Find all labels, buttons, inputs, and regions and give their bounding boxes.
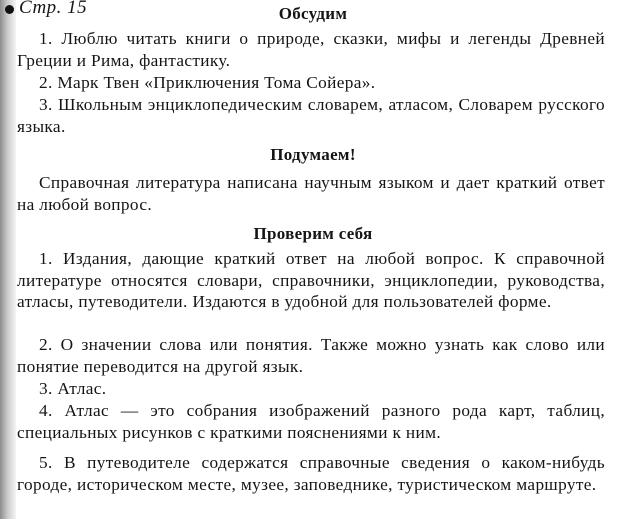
discuss-item-1: 1. Люблю читать книги о природе, сказки, мифы и легенды Древней Греции и Рима, фантастику. [17,29,605,70]
discuss-item-3: 3. Школьным энциклопедическим словарем, атласом, Словарем русского языка. [17,95,605,136]
page-reference: Стр. 15 [19,0,88,18]
check-item-1: 1. Издания, дающие краткий ответ на любой вопрос. К справочной литературе относятся словари, справочники, энциклопедии, руководства, атласы, путеводители. Издаются в удобной для пользователей форме. [17,249,605,312]
check-item-2: 2. О значении слова или понятия. Также можно узнать как слово или понятие переводится на другой язык. [17,335,605,376]
check-item-3: 3. Атлас. [39,379,107,398]
heading-check-yourself: Проверим себя [253,224,373,243]
think-paragraph: Справочная литература написана научным языком и дает краткий ответ на любой вопрос. [17,173,605,214]
heading-think: Подумаем! [270,145,356,164]
check-item-5: 5. В путеводителе содержатся справочные сведения о каком-нибудь городе, историческом месте, музее, заповеднике, туристическом маршруте. [17,453,605,494]
scan-shadow-edge [0,0,16,519]
heading-discuss: Обсудим [278,4,348,23]
discuss-item-2: 2. Марк Твен «Приключения Тома Сойера». [39,73,376,92]
check-item-4: 4. Атлас — это собрания изображений разного рода карт, таблиц, специальных рисунков с краткими пояснениями к ним. [17,401,605,442]
